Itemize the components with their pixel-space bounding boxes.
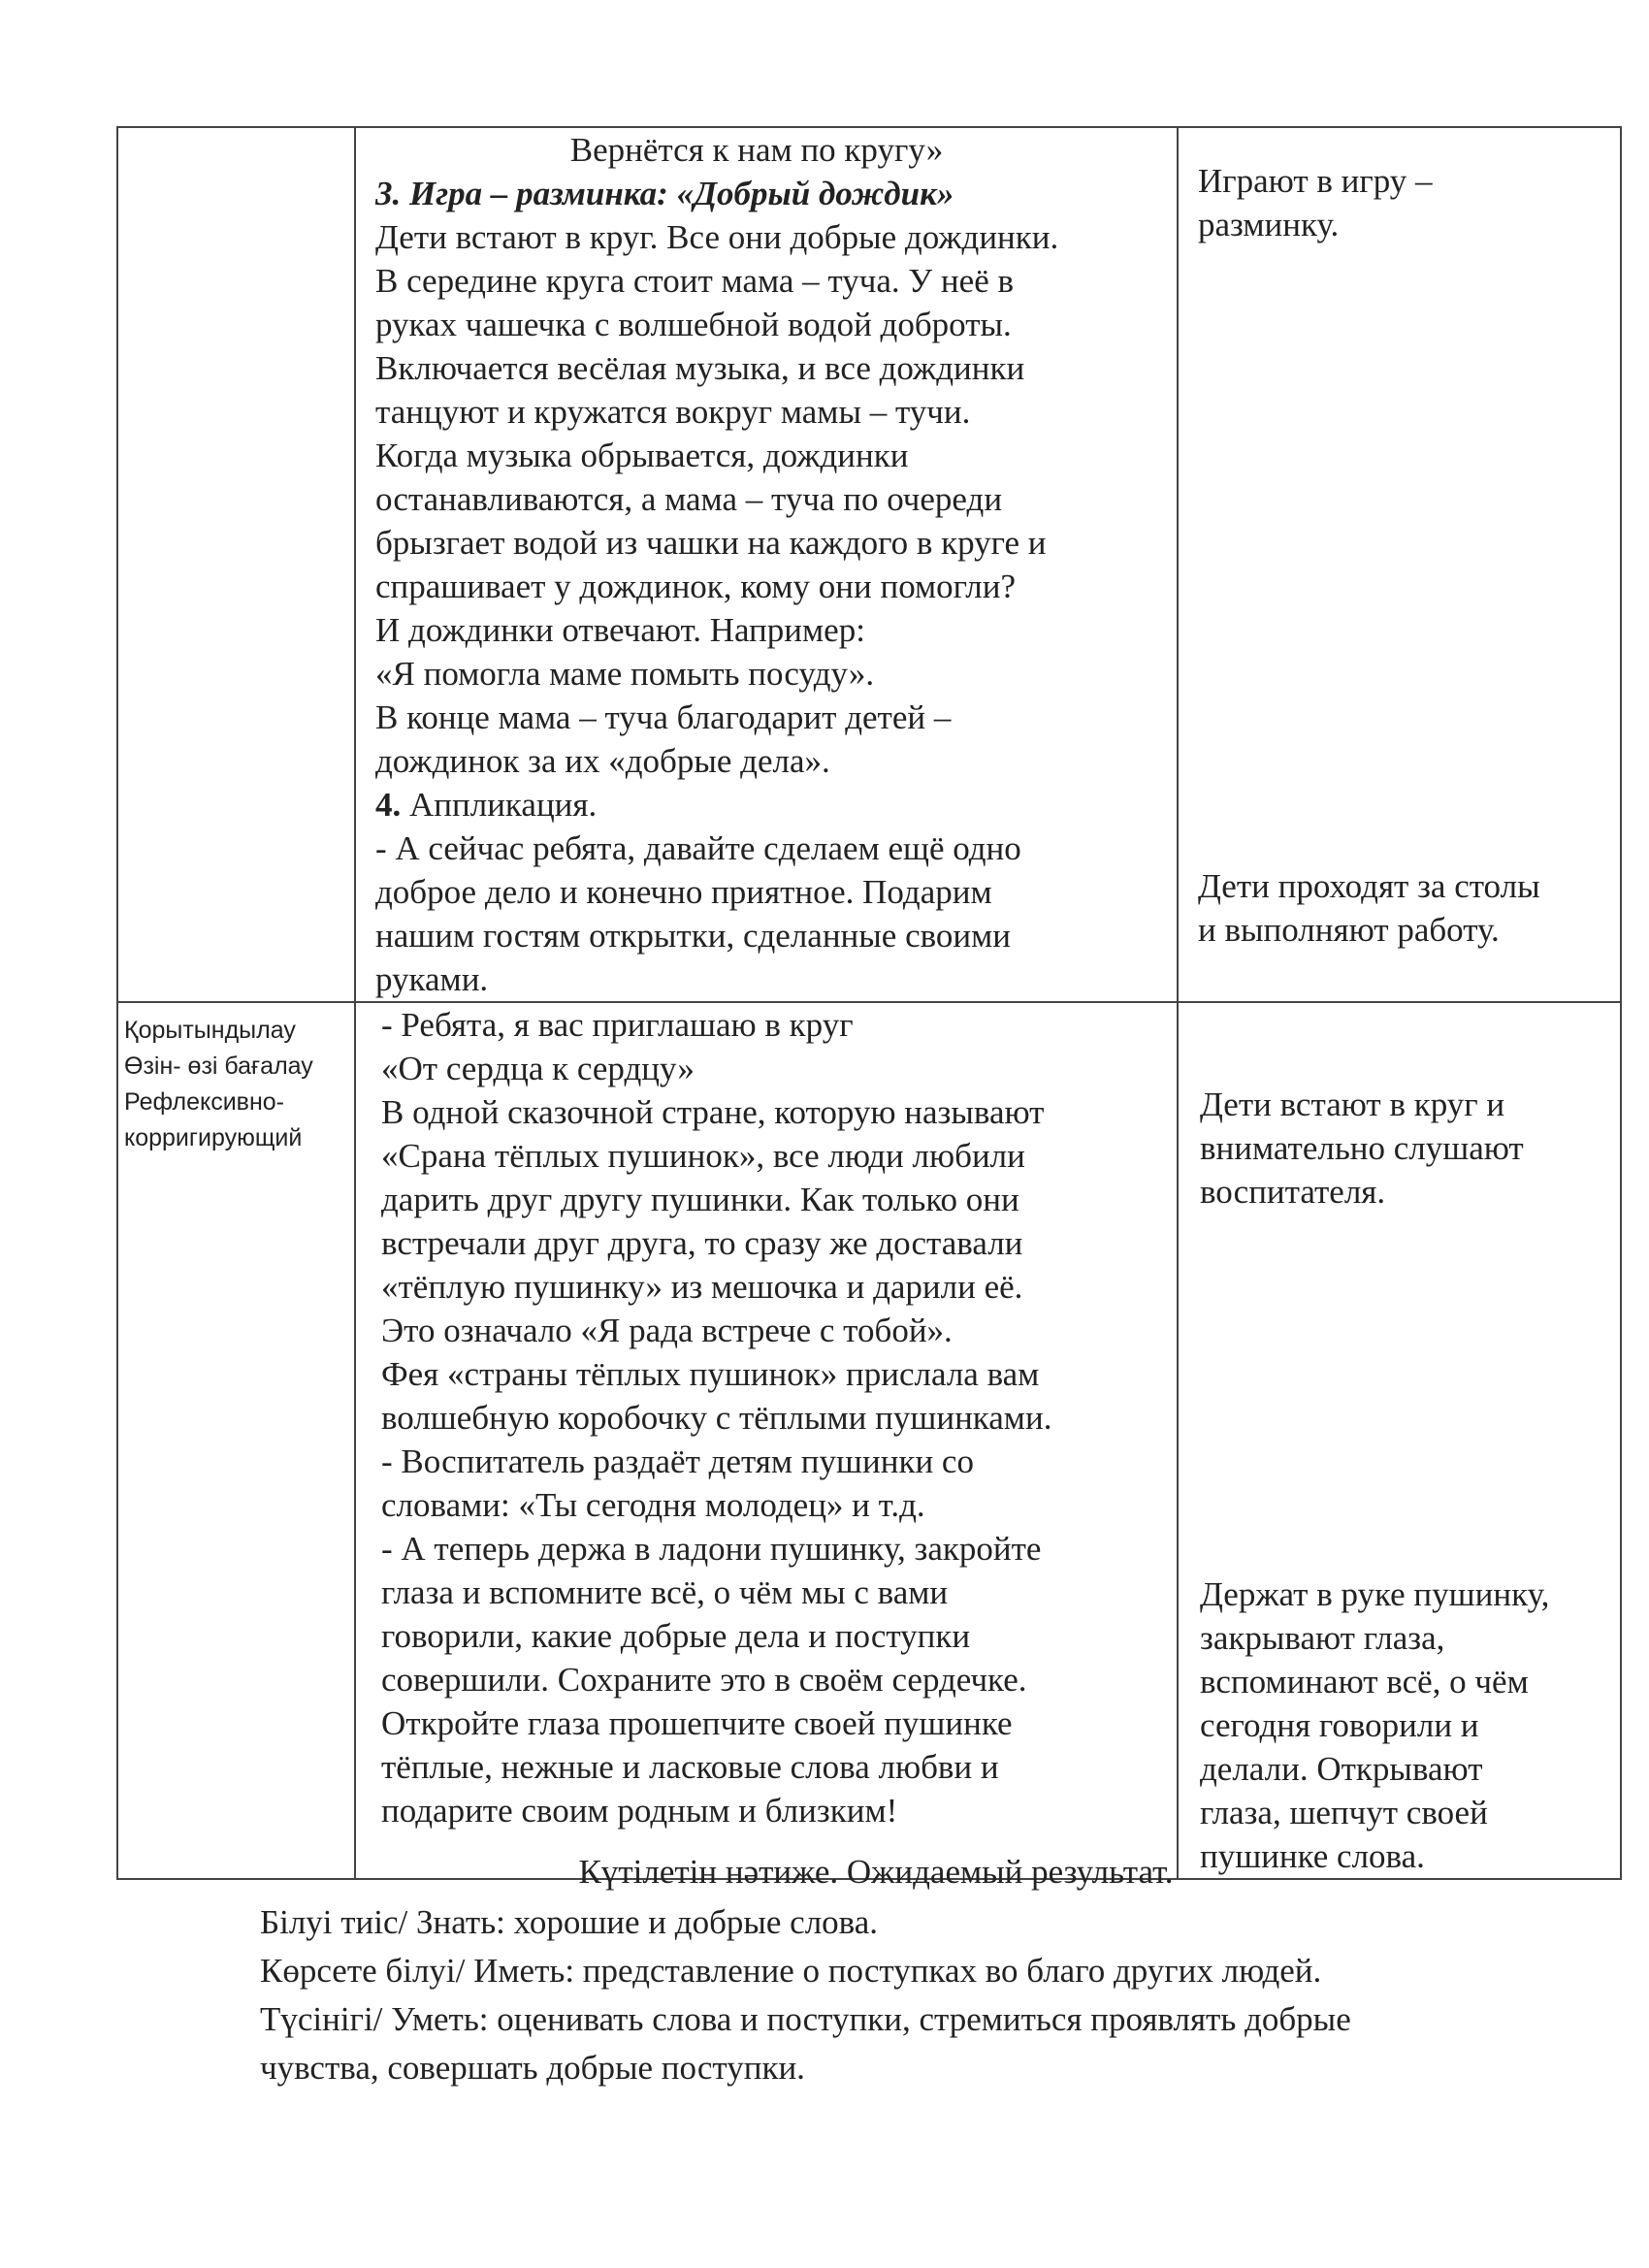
stage-cell: Қорытындылау Өзін- өзі бағалау Рефлексивно- корригирующий [117, 1002, 355, 1879]
result-line: Білуі тиіс/ Знать: хорошие и добрые слова. [260, 1903, 879, 1941]
game-heading: 3. Игра – разминка: «Добрый дождик» [375, 175, 954, 212]
children-activity-cell [1178, 127, 1621, 1002]
teacher-activity-cell [355, 1002, 1178, 1879]
table-row [117, 127, 1621, 1002]
continuation-line: Вернётся к нам по кругу» [569, 131, 944, 169]
children-activity-cell [1178, 1002, 1621, 1879]
item-4-text: - А сейчас ребята, давайте сделаем ещё одно доброе дело и конечно приятное. Подарим нашим гостям открытки, сделанные своими руками. [375, 829, 1021, 998]
children-activity-1: Играют в игру – разминку. [1198, 162, 1433, 243]
result-line: чувства, совершать добрые поступки. [260, 2049, 805, 2087]
game-description: Дети встают в круг. Все они добрые дождинки. В середине круга стоит мама – туча. У неё в руках чашечка с волшебной водой доброты. Включается весёлая музыка, и все дождинки танцуют и кружатся вокруг мамы – тучи. Когда музыка обрывается, дождинки останавливаются, а мама – туча по очереди брызгает водой из чашки на каждого в круге и спрашивает у дождинок, кому они помогли? И дождинки отвечают. Например: «Я помогла маме помыть посуду». В конце мама – туча благодарит детей – дождинок за их «добрые дела». [375, 218, 1059, 780]
teacher-activity-cell [355, 127, 1178, 1002]
table-row [117, 1002, 1621, 1879]
children-activity-4: Держат в руке пушинку, закрывают глаза, вспоминают всё, о чём сегодня говорили и делали. Открывают глаза, шепчут своей пушинке слова. [1200, 1575, 1550, 1875]
reflection-text: - Ребята, я вас приглашаю в круг «От сердца к сердцу» В одной сказочной стране, которую называют «Срана тёплых пушинок», все люди любили дарить друг другу пушинки. Как только они встречали друг друга, то сразу же доставали «тёплую пушинку» из мешочка и дарили её. Это означало «Я рада встрече с тобой». Фея «страны тёплых пушинок» прислала вам волшебную коробочку с тёплыми пушинками. - Воспитатель раздаёт детям пушинки со словами: «Ты сегодня молодец» и т.д. - А теперь держа в ладони пушинку, закройте глаза и вспомните всё, о чём мы с вами говорили, какие добрые дела и поступки совершили. Сохраните это в своём сердечке. Откройте глаза прошепчите своей пушинке тёплые, нежные и ласковые слова любви и подарите своим родным и близким! [381, 1006, 1052, 1830]
results-heading: Күтілетін нәтиже. Ожидаемый результат. [578, 1853, 1174, 1891]
children-activity-3: Дети встают в круг и внимательно слушают воспитателя. [1200, 1085, 1524, 1211]
lesson-table [116, 126, 1622, 1880]
result-line: Көрсете білуі/ Иметь: представление о поступках во благо других людей. [260, 1952, 1322, 1990]
children-activity-2: Дети проходят за столы и выполняют работу. [1198, 867, 1540, 949]
expected-results [260, 1848, 1569, 2092]
stage-cell-empty [117, 127, 355, 1002]
item-4-heading: 4. Аппликация. [375, 786, 598, 824]
result-line: Түсінігі/ Уметь: оценивать слова и поступки, стремиться проявлять добрые [260, 2000, 1351, 2038]
